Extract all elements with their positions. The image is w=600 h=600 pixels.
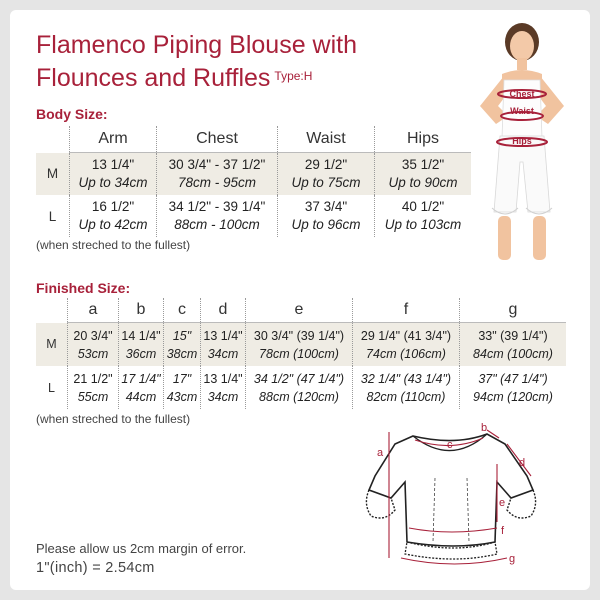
table-row (36, 195, 471, 237)
table-cell (460, 366, 567, 409)
cell-inches: 35 1/2" (401, 157, 445, 172)
col-header-c: c (164, 298, 201, 323)
table-cell (201, 323, 246, 367)
title-line-1: Flamenco Piping Blouse with (36, 31, 357, 59)
title-type: Type:H (274, 69, 313, 83)
label-f: f (501, 525, 505, 537)
cell-inches: 37" (47 1/4") (478, 371, 548, 386)
cell-inches: 30 3/4" - 37 1/2" (168, 157, 266, 172)
cell-cm: 53cm (77, 346, 109, 361)
cell-inches: 29 1/4" (41 3/4") (360, 328, 452, 343)
model-left-leg (498, 216, 511, 260)
cell-inches: 14 1/4" (121, 328, 161, 343)
table-row (36, 323, 566, 367)
cell-cm: 88cm - 100cm (174, 217, 260, 232)
col-header-chest: Chest (157, 126, 278, 153)
col-header-b: b (119, 298, 164, 323)
size-label: L (48, 208, 57, 224)
cell-inches: 33" (39 1/4") (478, 328, 548, 343)
size-label: L (48, 380, 55, 395)
cell-inches: 32 1/4" (43 1/4") (360, 371, 452, 386)
label-g: g (509, 553, 516, 565)
table-cell (246, 323, 353, 367)
table-cell (157, 153, 278, 196)
body-size-label: Body Size: (36, 106, 108, 122)
col-header-f: f (353, 298, 460, 323)
col-header-a: a (68, 298, 119, 323)
col-header-d: d (201, 298, 246, 323)
table-cell (68, 366, 119, 409)
cell-cm: Up to 103cm (384, 217, 462, 232)
finished-size-label: Finished Size: (36, 280, 131, 296)
col-header-e: e (246, 298, 353, 323)
cell-cm: Up to 42cm (78, 217, 148, 232)
cell-cm: 78cm - 95cm (177, 175, 257, 190)
title-line-2: Flounces and Ruffles (36, 64, 271, 92)
blouse-diagram (355, 418, 565, 568)
table-cell (375, 195, 472, 237)
label-a: a (377, 447, 384, 459)
model-face (510, 31, 534, 61)
chest-label: Chest (509, 89, 535, 99)
table-cell (164, 366, 201, 409)
cell-cm: 34cm (207, 389, 239, 404)
table-cell (353, 323, 460, 367)
cell-inches: 37 3/4" (304, 199, 348, 214)
finished-size-table (36, 298, 566, 409)
col-header-arm: Arm (70, 126, 157, 153)
cell-cm: 38cm (166, 346, 198, 361)
cell-inches: 17 1/4" (121, 371, 161, 386)
table-cell (278, 153, 375, 196)
cell-inches: 29 1/2" (304, 157, 348, 172)
table-cell (201, 366, 246, 409)
table-cell (353, 366, 460, 409)
table-cell (157, 195, 278, 237)
cell-cm: Up to 90cm (388, 175, 458, 190)
cell-inches: 34 1/2" (47 1/4") (253, 371, 345, 386)
cell-inches: 21 1/2" (73, 371, 113, 386)
cell-cm: 78cm (100cm) (259, 346, 339, 361)
finished-size-note: (when streched to the fullest) (36, 412, 191, 426)
col-header-waist: Waist (278, 126, 375, 153)
body-size-table (36, 126, 471, 237)
size-label: M (36, 153, 70, 196)
model-right-leg (533, 216, 546, 260)
cell-inches: 13 1/4" (91, 157, 135, 172)
page-title (36, 30, 396, 94)
cell-cm: 88cm (120cm) (259, 389, 339, 404)
cell-cm: 36cm (125, 346, 157, 361)
cell-cm: 94cm (120cm) (473, 389, 553, 404)
table-cell (119, 323, 164, 367)
cell-inches: 16 1/2" (91, 199, 135, 214)
finished-size-header-row (36, 298, 566, 323)
cell-cm: 44cm (125, 389, 157, 404)
label-b: b (481, 422, 488, 434)
body-size-header-row (36, 126, 471, 153)
margin-of-error-note: Please allow us 2cm margin of error. (36, 541, 247, 556)
cell-cm: Up to 96cm (291, 217, 361, 232)
cell-cm: Up to 75cm (291, 175, 361, 190)
model-bloomers (494, 136, 550, 212)
table-corner (36, 298, 68, 323)
table-cell (164, 323, 201, 367)
cell-cm: 84cm (100cm) (473, 346, 553, 361)
waist-label: Waist (510, 106, 534, 116)
label-c: c (447, 439, 453, 451)
table-row (36, 366, 566, 409)
cell-inches: 20 3/4" (73, 328, 113, 343)
cell-inches: 40 1/2" (401, 199, 445, 214)
size-label: M (36, 323, 68, 367)
col-header-hips: Hips (375, 126, 472, 153)
cell-inches: 15" (172, 328, 192, 343)
table-cell (278, 195, 375, 237)
table-corner (36, 126, 70, 153)
cell-inches: 13 1/4" (203, 328, 243, 343)
cell-cm: Up to 34cm (78, 175, 148, 190)
cell-cm: 34cm (207, 346, 239, 361)
col-header-g: g (460, 298, 567, 323)
body-size-note: (when streched to the fullest) (36, 238, 191, 252)
table-cell (70, 153, 157, 196)
table-cell (246, 366, 353, 409)
table-cell (460, 323, 567, 367)
table-cell (68, 323, 119, 367)
cell-inches: 17" (172, 371, 192, 386)
cell-inches: 30 3/4" (39 1/4") (253, 328, 345, 343)
hips-label: Hips (512, 136, 532, 146)
table-cell (375, 153, 472, 196)
cell-inches: 34 1/2" - 39 1/4" (168, 199, 266, 214)
cell-cm: 43cm (166, 389, 198, 404)
table-cell (70, 195, 157, 237)
label-e: e (499, 497, 506, 509)
table-row (36, 153, 471, 196)
model-neck (517, 58, 527, 70)
table-cell (119, 366, 164, 409)
cell-cm: 74cm (106cm) (366, 346, 446, 361)
cell-cm: 55cm (77, 389, 109, 404)
label-d: d (519, 457, 526, 469)
cell-inches: 13 1/4" (203, 371, 243, 386)
model-photo (462, 20, 582, 270)
cell-cm: 82cm (110cm) (366, 389, 446, 404)
inch-conversion: 1"(inch) = 2.54cm (36, 560, 155, 576)
